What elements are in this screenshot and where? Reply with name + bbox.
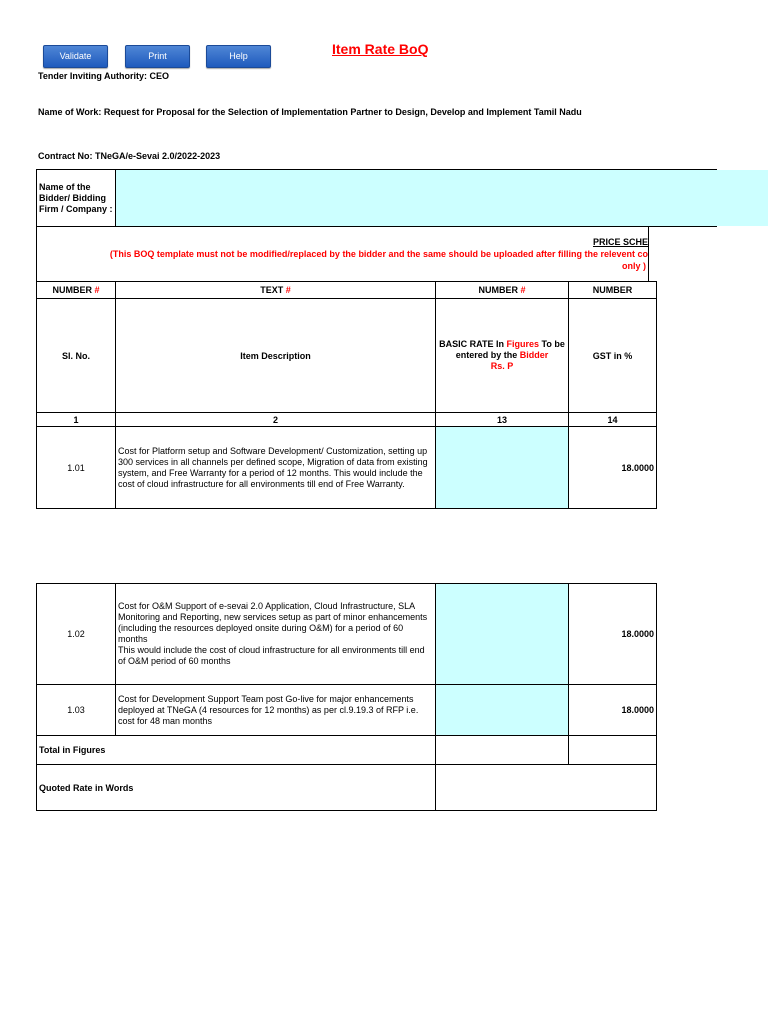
basic-rate-input[interactable]	[436, 685, 569, 736]
validate-button[interactable]: Validate	[43, 45, 108, 68]
item-gst: 18.0000	[569, 685, 657, 736]
basic-rate-input[interactable]	[436, 584, 569, 685]
table-row	[37, 427, 657, 509]
total-in-figures-label: Total in Figures	[37, 736, 116, 765]
col-type-4: NUMBER	[592, 285, 633, 295]
bidder-label: Name of the Bidder/ Bidding Firm / Company :	[37, 170, 116, 227]
bidder-table	[36, 169, 717, 227]
price-schedule-heading: PRICE SCHE	[592, 237, 648, 247]
tender-authority: Tender Inviting Authority: CEO	[38, 71, 169, 81]
basic-rate-input[interactable]	[436, 427, 569, 509]
header-basic-rate: BASIC RATE In Figures To be entered by the Bidder Rs. P	[436, 299, 569, 413]
item-description: Cost for Platform setup and Software Development/ Customization, setting up 300 services in all channels per defined scope, Migration of data from existing system, and Free Warranty for a period of 12 months. This would include the cost of cloud infrastructure for all environments till end of Free Warranty.	[116, 427, 436, 509]
header-row	[37, 299, 657, 413]
print-button[interactable]: Print	[125, 45, 190, 68]
contract-no-value: TNeGA/e-Sevai 2.0/2022-2023	[95, 151, 221, 161]
column-type-row	[37, 282, 657, 299]
item-gst: 18.0000	[569, 427, 657, 509]
table-row	[37, 685, 657, 736]
header-item-description: Item Description	[116, 299, 436, 413]
header-gst: GST in %	[569, 299, 657, 413]
col-type-1: NUMBER	[52, 285, 92, 295]
name-of-work: Name of Work: Request for Proposal for the Selection of Implementation Partner to Design, Develop and Implement Tamil Nadu	[38, 107, 582, 117]
bidder-name-input-overflow[interactable]	[645, 170, 768, 226]
boq-table-continued	[36, 583, 657, 811]
item-description: Cost for Development Support Team post Go-live for major enhancements deployed at TNeGA (4 resources for 12 months) as per cl.9.19.3 of RFP i.e. cost for 48 man months	[116, 685, 436, 736]
item-description: Cost for O&M Support of e-sevai 2.0 Application, Cloud Infrastructure, SLA Monitoring and Reporting, new services setup as part of minor enhancements (including the resources deployed onsite during O&M) for a period of 60 months This would include the cost of cloud infrastructure for all environments till end of O&M period of 60 months	[116, 584, 436, 685]
table-row	[37, 584, 657, 685]
col-type-3: NUMBER	[478, 285, 518, 295]
total-row	[37, 736, 657, 765]
notice-area	[36, 226, 649, 281]
page-title: Item Rate BoQ	[332, 41, 429, 57]
item-sl: 1.02	[37, 584, 116, 685]
notice-line-2: only )	[622, 261, 646, 271]
bidder-name-input[interactable]	[116, 170, 717, 227]
notice-line-1: (This BOQ template must not be modified/replaced by the bidder and the same should be uploaded after filling the relevent co	[109, 249, 648, 259]
col-type-mark-1: #	[94, 285, 100, 295]
column-number-row: 1 2 13 14	[37, 413, 657, 427]
contract-no	[38, 151, 220, 161]
contract-no-label: Contract No:	[38, 151, 93, 161]
item-sl: 1.01	[37, 427, 116, 509]
words-row	[37, 765, 657, 811]
quoted-rate-words-label: Quoted Rate in Words	[37, 765, 116, 811]
col-type-mark-3: #	[520, 285, 526, 295]
boq-table	[36, 281, 657, 509]
col-type-mark-2: #	[285, 285, 291, 295]
quoted-rate-words-value	[436, 765, 657, 811]
col-type-2: TEXT	[260, 285, 284, 295]
item-sl: 1.03	[37, 685, 116, 736]
item-gst: 18.0000	[569, 584, 657, 685]
help-button[interactable]: Help	[206, 45, 271, 68]
header-sl-no: Sl. No.	[37, 299, 116, 413]
